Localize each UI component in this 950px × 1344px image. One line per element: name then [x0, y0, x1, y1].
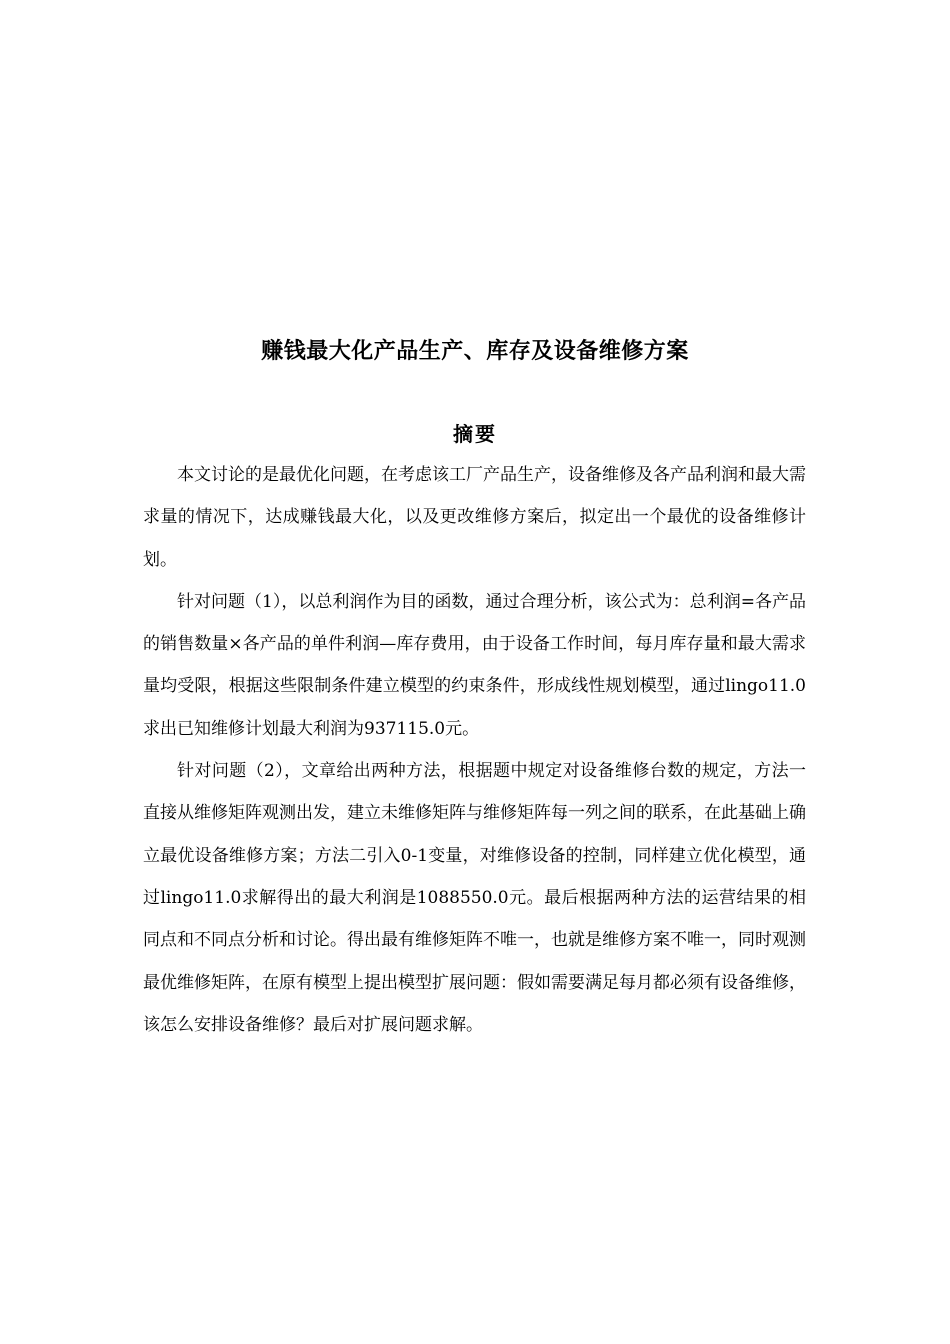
abstract-paragraph-2: 针对问题（1），以总利润作为目的函数，通过合理分析，该公式为：总利润=各产品的销售数量×各产品的单件利润—库存费用，由于设备工作时间，每月库存量和最大需求量均受限，根据这些限制条件建立模型的约束条件，形成线性规划模型，通过lingo11.0求出已知维修计划最大利润为937115.0元。: [143, 591, 806, 739]
abstract-heading: 摘要: [453, 422, 497, 446]
abstract-paragraph-3: 针对问题（2），文章给出两种方法，根据题中规定对设备维修台数的规定，方法一直接从维修矩阵观测出发，建立未维修矩阵与维修矩阵每一列之间的联系，在此基础上确立最优设备维修方案；方法二引入0-1变量，对维修设备的控制，同样建立优化模型，通过lingo11.0求解得出的最大利润是1088550.0元。最后根据两种方法的运营结果的相同点和不同点分析和讨论。得出最有维修矩阵不唯一，也就是维修方案不唯一，同时观测最优维修矩阵，在原有模型上提出模型扩展问题：假如需要满足每月都必须有设备维修，该怎么安排设备维修？最后对扩展问题求解。: [143, 761, 806, 1035]
document-title: 赚钱最大化产品生产、库存及设备维修方案: [261, 339, 689, 364]
abstract-body: [143, 454, 806, 1046]
abstract-paragraph-1: 本文讨论的是最优化问题，在考虑该工厂产品生产，设备维修及各产品利润和最大需求量的情况下，达成赚钱最大化，以及更改维修方案后，拟定出一个最优的设备维修计划。: [143, 465, 806, 570]
